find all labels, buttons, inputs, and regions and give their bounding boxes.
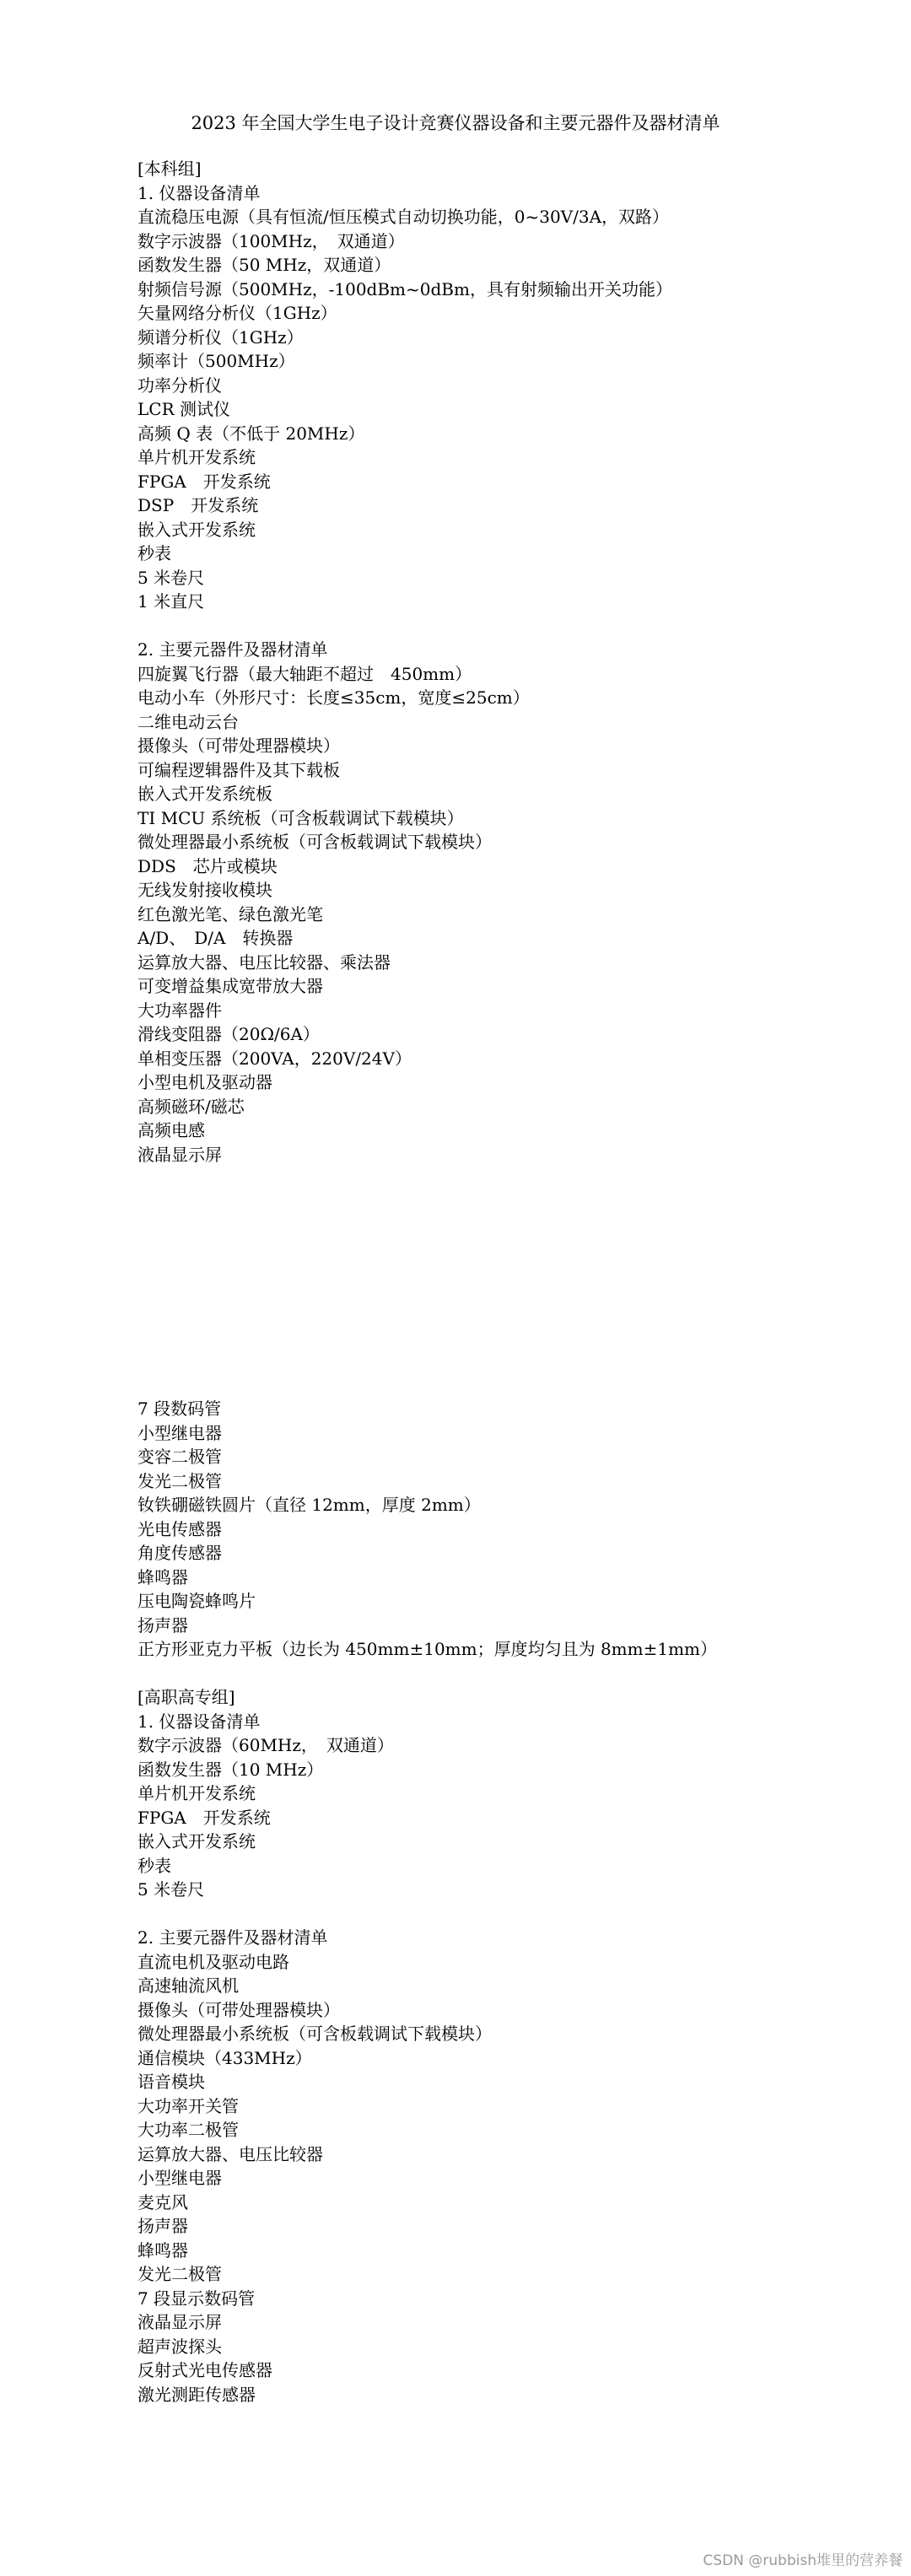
component-item: 正方形亚克力平板（边长为 450mm±10mm；厚度均匀且为 8mm±1mm）: [137, 1639, 718, 1659]
component-item: 大功率二极管: [137, 2120, 239, 2140]
component-item: 摄像头（可带处理器模块）: [137, 1999, 340, 2020]
instrument-item: FPGA 开发系统: [137, 471, 271, 492]
instrument-list: [137, 205, 897, 614]
component-item: 小型电机及驱动器: [137, 1072, 272, 1092]
instrument-item: 秒表: [137, 543, 171, 563]
component-item: 液晶显示屏: [137, 1144, 222, 1165]
component-item: 高频电感: [137, 1120, 205, 1140]
undergrad-components-continued: [137, 1397, 897, 2406]
instrument-item: 单片机开发系统: [137, 1783, 256, 1803]
instrument-list: [137, 1733, 897, 1902]
component-item: TI MCU 系统板（可含板载调试下载模块）: [137, 807, 464, 828]
component-item: 运算放大器、电压比较器: [137, 2143, 323, 2164]
section-gap: [137, 1662, 897, 1686]
component-item: 红色激光笔、绿色激光笔: [137, 903, 323, 924]
instrument-item: 矢量网络分析仪（1GHz）: [137, 303, 337, 323]
page-title: 2023 年全国大学生电子设计竞赛仪器设备和主要元器件及器材清单: [191, 113, 720, 133]
instrument-item: 高频 Q 表（不低于 20MHz）: [137, 423, 365, 444]
component-item: 摄像头（可带处理器模块）: [137, 736, 340, 756]
component-item: 运算放大器、电压比较器、乘法器: [137, 951, 391, 973]
component-item: 发光二极管: [137, 2264, 222, 2284]
component-item: 7 段显示数码管: [137, 2288, 256, 2309]
instrument-item: 嵌入式开发系统: [137, 1831, 256, 1851]
component-item: 发光二极管: [137, 1470, 222, 1491]
component-item: 高速轴流风机: [137, 1975, 239, 1996]
instrument-item: FPGA 开发系统: [137, 1807, 271, 1828]
component-item: 麦克风: [137, 2191, 188, 2212]
instrument-item: 1 米直尺: [137, 591, 205, 612]
component-item: 大功率开关管: [137, 2095, 239, 2116]
component-item: 二维电动云台: [137, 711, 239, 732]
component-item: 语音模块: [137, 2072, 205, 2092]
component-item: 通信模块（433MHz）: [137, 2047, 312, 2068]
group-label-undergrad: [本科组]: [137, 159, 202, 179]
component-list-continued: [137, 1397, 897, 1662]
instrument-item: 数字示波器（60MHz， 双通道）: [137, 1735, 394, 1755]
component-item: 压电陶瓷蜂鸣片: [137, 1591, 256, 1611]
component-item: 大功率器件: [137, 1000, 222, 1021]
instrument-item: 嵌入式开发系统: [137, 519, 256, 540]
component-item: 钕铁硼磁铁圆片（直径 12mm，厚度 2mm）: [137, 1495, 481, 1515]
watermark: CSDN @rubbish堆里的营养餐: [703, 2552, 903, 2569]
instrument-item: 数字示波器（100MHz， 双通道）: [137, 230, 405, 251]
component-item: 7 段数码管: [137, 1398, 222, 1419]
section-gap: [137, 614, 897, 639]
instrument-item: 直流稳压电源（具有恒流/恒压模式自动切换功能，0~30V/3A，双路）: [137, 207, 670, 227]
instrument-item: DSP 开发系统: [137, 495, 259, 515]
component-item: 角度传感器: [137, 1543, 222, 1563]
component-item: 变容二极管: [137, 1447, 222, 1467]
components-heading: 2. 主要元器件及器材清单: [137, 1927, 328, 1948]
instrument-item: 单片机开发系统: [137, 447, 256, 467]
instrument-item: LCR 测试仪: [137, 399, 230, 419]
instrument-item: 5 米卷尺: [137, 567, 205, 588]
instrument-item: 频谱分析仪（1GHz）: [137, 326, 304, 348]
component-item: 扬声器: [137, 1614, 188, 1636]
component-item: 扬声器: [137, 2216, 188, 2236]
component-item: 超声波探头: [137, 2336, 222, 2357]
component-item: 可编程逻辑器件及其下载板: [137, 759, 340, 780]
component-item: A/D、 D/A 转换器: [137, 928, 294, 948]
instruments-heading: 1. 仪器设备清单: [137, 1711, 261, 1732]
component-item: 小型继电器: [137, 2168, 222, 2188]
component-item: 可变增益集成宽带放大器: [137, 976, 323, 996]
group-label-vocational: [高职高专组]: [137, 1687, 235, 1707]
instrument-item: 函数发生器（50 MHz，双通道）: [137, 255, 391, 275]
component-item: 四旋翼飞行器（最大轴距不超过 450mm）: [137, 663, 472, 684]
instrument-item: 函数发生器（10 MHz）: [137, 1759, 324, 1780]
instrument-item: 功率分析仪: [137, 375, 222, 396]
component-item: 液晶显示屏: [137, 2312, 222, 2332]
component-item: 无线发射接收模块: [137, 880, 272, 900]
component-item: 反射式光电传感器: [137, 2360, 272, 2380]
instrument-item: 频率计（500MHz）: [137, 351, 295, 371]
instrument-item: 射频信号源（500MHz，-100dBm~0dBm，具有射频输出开关功能）: [137, 278, 672, 299]
instrument-item: 秒表: [137, 1855, 171, 1876]
component-item: 电动小车（外形尺寸：长度≤35cm，宽度≤25cm）: [137, 687, 530, 708]
section-gap: [137, 1902, 897, 1927]
component-item: 激光测距传感器: [137, 2384, 256, 2405]
component-item: 蜂鸣器: [137, 1566, 188, 1587]
instruments-heading: 1. 仪器设备清单: [137, 182, 261, 203]
component-item: 直流电机及驱动电路: [137, 1951, 289, 1972]
component-item: 滑线变阻器（20Ω/6A）: [137, 1024, 320, 1044]
component-item: 嵌入式开发系统板: [137, 784, 272, 804]
component-item: 蜂鸣器: [137, 2239, 188, 2261]
component-item: 光电传感器: [137, 1518, 222, 1539]
component-list: [137, 1950, 897, 2407]
component-item: DDS 芯片或模块: [137, 855, 278, 876]
component-item: 微处理器最小系统板（可含板载调试下载模块）: [137, 832, 492, 852]
component-item: 单相变压器（200VA，220V/24V）: [137, 1048, 412, 1069]
component-item: 高频磁环/磁芯: [137, 1096, 245, 1117]
component-item: 微处理器最小系统板（可含板载调试下载模块）: [137, 2024, 492, 2044]
component-list: [137, 662, 897, 1167]
instrument-item: 5 米卷尺: [137, 1879, 205, 1900]
component-item: 小型继电器: [137, 1422, 222, 1443]
undergrad-section: [137, 157, 897, 1167]
components-heading: 2. 主要元器件及器材清单: [137, 639, 328, 660]
